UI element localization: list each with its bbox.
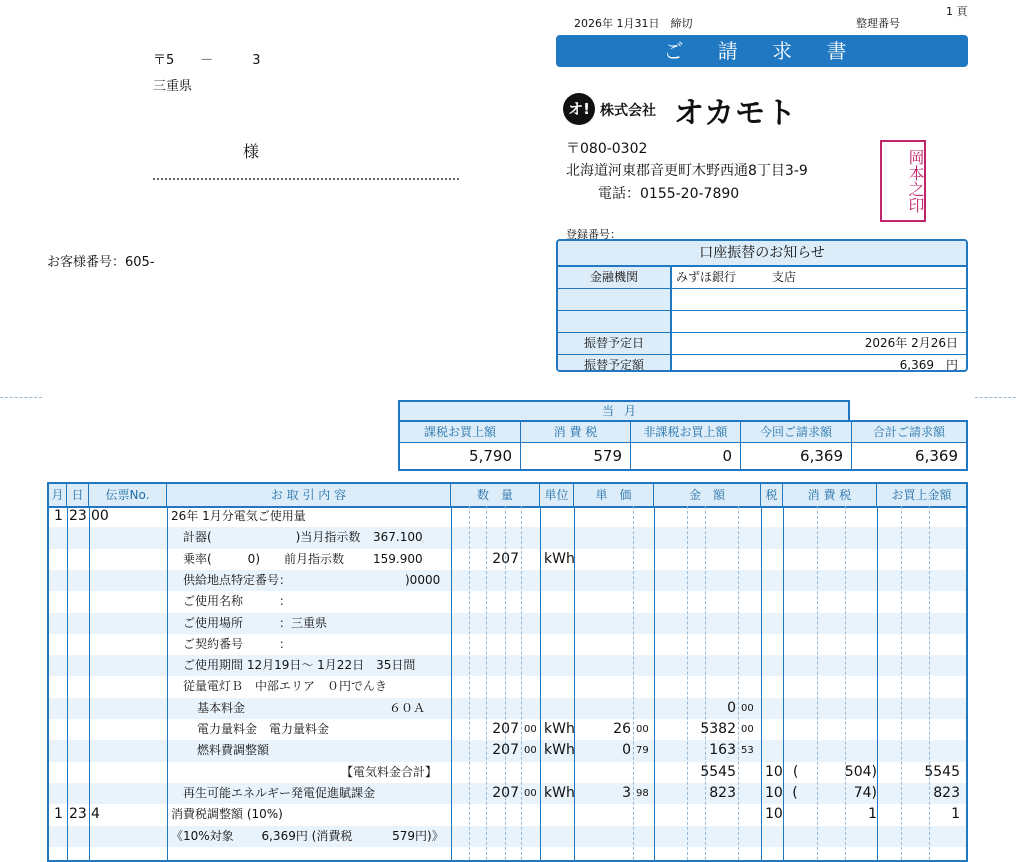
cell-description: 供給地点特定番号：	[183, 572, 292, 587]
cell-tax-rate: 10	[765, 806, 783, 823]
bank-row	[558, 333, 966, 355]
summary-value: 579	[593, 447, 622, 465]
cell-description: ご使用場所 ：三重県	[183, 615, 328, 630]
customer-honorific: 様	[243, 142, 260, 161]
bank-row	[558, 355, 966, 372]
cell-description: ご契約番号 ：	[183, 636, 292, 651]
column-divider	[167, 506, 168, 860]
cell-description: 乗率( 0) 前月指示数	[183, 551, 344, 566]
cell-amount: 823	[709, 784, 736, 801]
cell-amount-decimal: 53	[741, 745, 754, 757]
cell-consumption-tax: ( 504)	[792, 763, 877, 780]
cell-month: 1	[54, 508, 63, 524]
cell-amount: 5382	[700, 721, 736, 737]
digit-guide	[469, 506, 470, 860]
cell-quantity: 207	[492, 742, 519, 759]
col-month: 月	[49, 484, 67, 506]
invoice-title: ご 請 求 書	[556, 35, 968, 67]
detail-header	[49, 484, 966, 508]
col-amount: 金 額	[654, 484, 761, 506]
column-divider	[877, 506, 878, 860]
column-divider	[783, 506, 784, 860]
col-description: お 取 引 内 容	[167, 484, 451, 506]
summary-header: 非課税お買上額	[631, 422, 740, 443]
col-tax: 税	[761, 484, 783, 506]
cell-description: ご使用期間 12月19日～ 1月22日 35日間	[183, 658, 416, 673]
name-redaction-line	[153, 178, 459, 180]
summary-total-billing	[852, 422, 966, 469]
cell-month: 1	[54, 806, 63, 823]
summary-value: 0	[722, 447, 732, 465]
summary-grid	[398, 420, 968, 471]
cell-description: 【電気料金合計】	[341, 764, 438, 779]
cut-line-right	[975, 397, 1016, 398]
page-number: 1 頁	[946, 5, 968, 18]
cell-unit: kWh	[544, 742, 575, 759]
closing-date: 2026年 1月31日 締切	[574, 17, 693, 30]
cell-description: 消費税調整額 (10%)	[171, 807, 283, 822]
cell-price-decimal: 79	[636, 745, 649, 757]
summary-value: 5,790	[469, 447, 512, 465]
bank-row-value: 2026年 2月26日	[864, 336, 958, 350]
cell-price: 0	[622, 742, 631, 759]
column-divider	[451, 506, 452, 860]
digit-guide	[845, 506, 846, 860]
summary-current-billing	[741, 422, 852, 469]
cell-purchase-amount: 5545	[924, 763, 960, 780]
company-seal: 岡本之印	[880, 140, 926, 222]
cell-quantity-decimal: 00	[524, 745, 537, 757]
cell-price: 26	[613, 721, 631, 737]
company-postal: 〒080-0302	[566, 141, 648, 157]
summary-nontaxable	[631, 422, 741, 469]
cell-quantity: 207	[492, 721, 519, 737]
detail-table	[47, 482, 968, 862]
cell-quantity: 207	[492, 784, 519, 801]
customer-prefecture: 三重県	[153, 79, 193, 94]
bank-row-label	[558, 311, 672, 332]
digit-guide	[901, 506, 902, 860]
cell-description: 電力量料金 電力量料金	[197, 722, 330, 736]
summary-value: 6,369	[800, 447, 843, 465]
col-purchase-amount: お買上金額	[891, 488, 952, 502]
cell-price-decimal: 00	[636, 724, 649, 735]
company-address: 北海道河東郡音更町木野西通8丁目3-9	[566, 163, 808, 179]
bank-box-title: 口座振替のお知らせ	[558, 241, 966, 267]
bank-row-label	[558, 289, 672, 310]
summary-header: 消 費 税	[521, 422, 630, 443]
column-divider	[67, 506, 68, 860]
cell-amount-decimal: 00	[741, 724, 754, 735]
cell-price-decimal: 98	[636, 787, 649, 799]
bank-row-label: 振替予定額	[558, 355, 672, 372]
digit-guide	[705, 506, 706, 860]
bank-row	[558, 311, 966, 333]
digit-guide	[521, 506, 522, 860]
customer-postal: 〒5 － 3	[153, 53, 261, 68]
cell-unit: kWh	[544, 784, 575, 801]
cell-description: 再生可能エネルギー発電促進賦課金	[183, 785, 376, 800]
cell-amount-decimal: 00	[741, 702, 754, 714]
cell-day: 23	[69, 806, 87, 823]
cell-price: 3	[622, 784, 631, 801]
col-price: 単 価	[574, 484, 654, 506]
cell-description: 燃料費調整額	[197, 743, 270, 758]
cell-quantity-decimal: 00	[524, 787, 537, 799]
cell-tax-rate: 10	[765, 784, 783, 801]
summary-tax	[521, 422, 631, 469]
cell-purchase-amount: 1	[951, 806, 960, 823]
row-stripe	[49, 698, 966, 719]
company-phone: 電話：0155-20-7890	[598, 186, 740, 202]
bank-row-value: 6,369 円	[899, 358, 958, 372]
column-divider	[761, 506, 762, 860]
cell-amount: 0	[727, 699, 736, 716]
cell-description: 計器( )当月指示数	[183, 530, 361, 545]
col-day: 日	[67, 484, 89, 506]
digit-guide	[929, 506, 930, 860]
column-divider	[540, 506, 541, 860]
bank-row	[558, 289, 966, 311]
col-slip: 伝票No.	[89, 484, 167, 506]
cut-line-left	[0, 397, 42, 398]
cell-quantity: 207	[492, 550, 519, 567]
bank-transfer-box	[556, 239, 968, 372]
column-divider	[89, 506, 90, 860]
digit-guide	[738, 506, 739, 860]
cell-description: ご使用名称 ：	[183, 594, 292, 609]
bank-row	[558, 267, 966, 289]
col-unit: 単位	[540, 484, 574, 506]
summary-header: 合計ご請求額	[852, 422, 966, 443]
cell-consumption-tax: 1	[868, 806, 877, 823]
cell-slip: 00	[91, 508, 109, 524]
cell-description-extra: 159.900	[373, 551, 423, 566]
reference-label: 整理番号	[856, 17, 900, 30]
col-quantity: 数 量	[451, 484, 540, 506]
cell-quantity-decimal: 00	[524, 724, 537, 735]
cell-tax-rate: 10	[765, 763, 783, 780]
digit-guide	[486, 506, 487, 860]
cell-description: 26年 1月分電気ご使用量	[171, 509, 306, 523]
cell-unit: kWh	[544, 721, 575, 737]
registration-label: 登録番号：	[566, 228, 621, 241]
summary-taxable	[400, 422, 521, 469]
cell-description-extra: )0000	[405, 572, 441, 587]
cell-day: 23	[69, 508, 87, 524]
customer-number: お客様番号：605-	[47, 255, 155, 270]
cell-amount: 5545	[700, 763, 736, 780]
company-name: オカモト	[674, 96, 798, 131]
cell-slip: 4	[91, 806, 100, 823]
cell-description-extra: ６０Ａ	[389, 700, 426, 715]
monthly-summary	[398, 400, 968, 471]
company-logo-icon: オ!	[563, 93, 595, 125]
digit-guide	[687, 506, 688, 860]
bank-row-value: みずほ銀行 支店	[676, 270, 797, 284]
cell-description: 《10%対象 6,369円 (消費税 579円)》	[171, 828, 444, 843]
bank-row-label: 金融機関	[558, 267, 672, 288]
column-divider	[654, 506, 655, 860]
cell-unit: kWh	[544, 550, 575, 567]
summary-header: 課税お買上額	[400, 422, 520, 443]
cell-purchase-amount: 823	[933, 784, 960, 801]
summary-header: 今回ご請求額	[741, 422, 851, 443]
cell-amount: 163	[709, 742, 736, 759]
company-type: 株式会社	[600, 103, 656, 119]
summary-group-label: 当月	[398, 400, 850, 420]
col-consumption-tax: 消 費 税	[783, 484, 877, 506]
cell-description: 基本料金	[197, 700, 246, 715]
cell-consumption-tax: ( 74)	[792, 784, 877, 801]
digit-guide	[633, 506, 634, 860]
summary-value: 6,369	[915, 447, 958, 465]
cell-description-extra: 367.100	[373, 530, 423, 545]
cell-description: 従量電灯Ｂ 中部エリア ０円でんき	[183, 679, 388, 694]
digit-guide	[817, 506, 818, 860]
bank-row-label: 振替予定日	[558, 333, 672, 354]
